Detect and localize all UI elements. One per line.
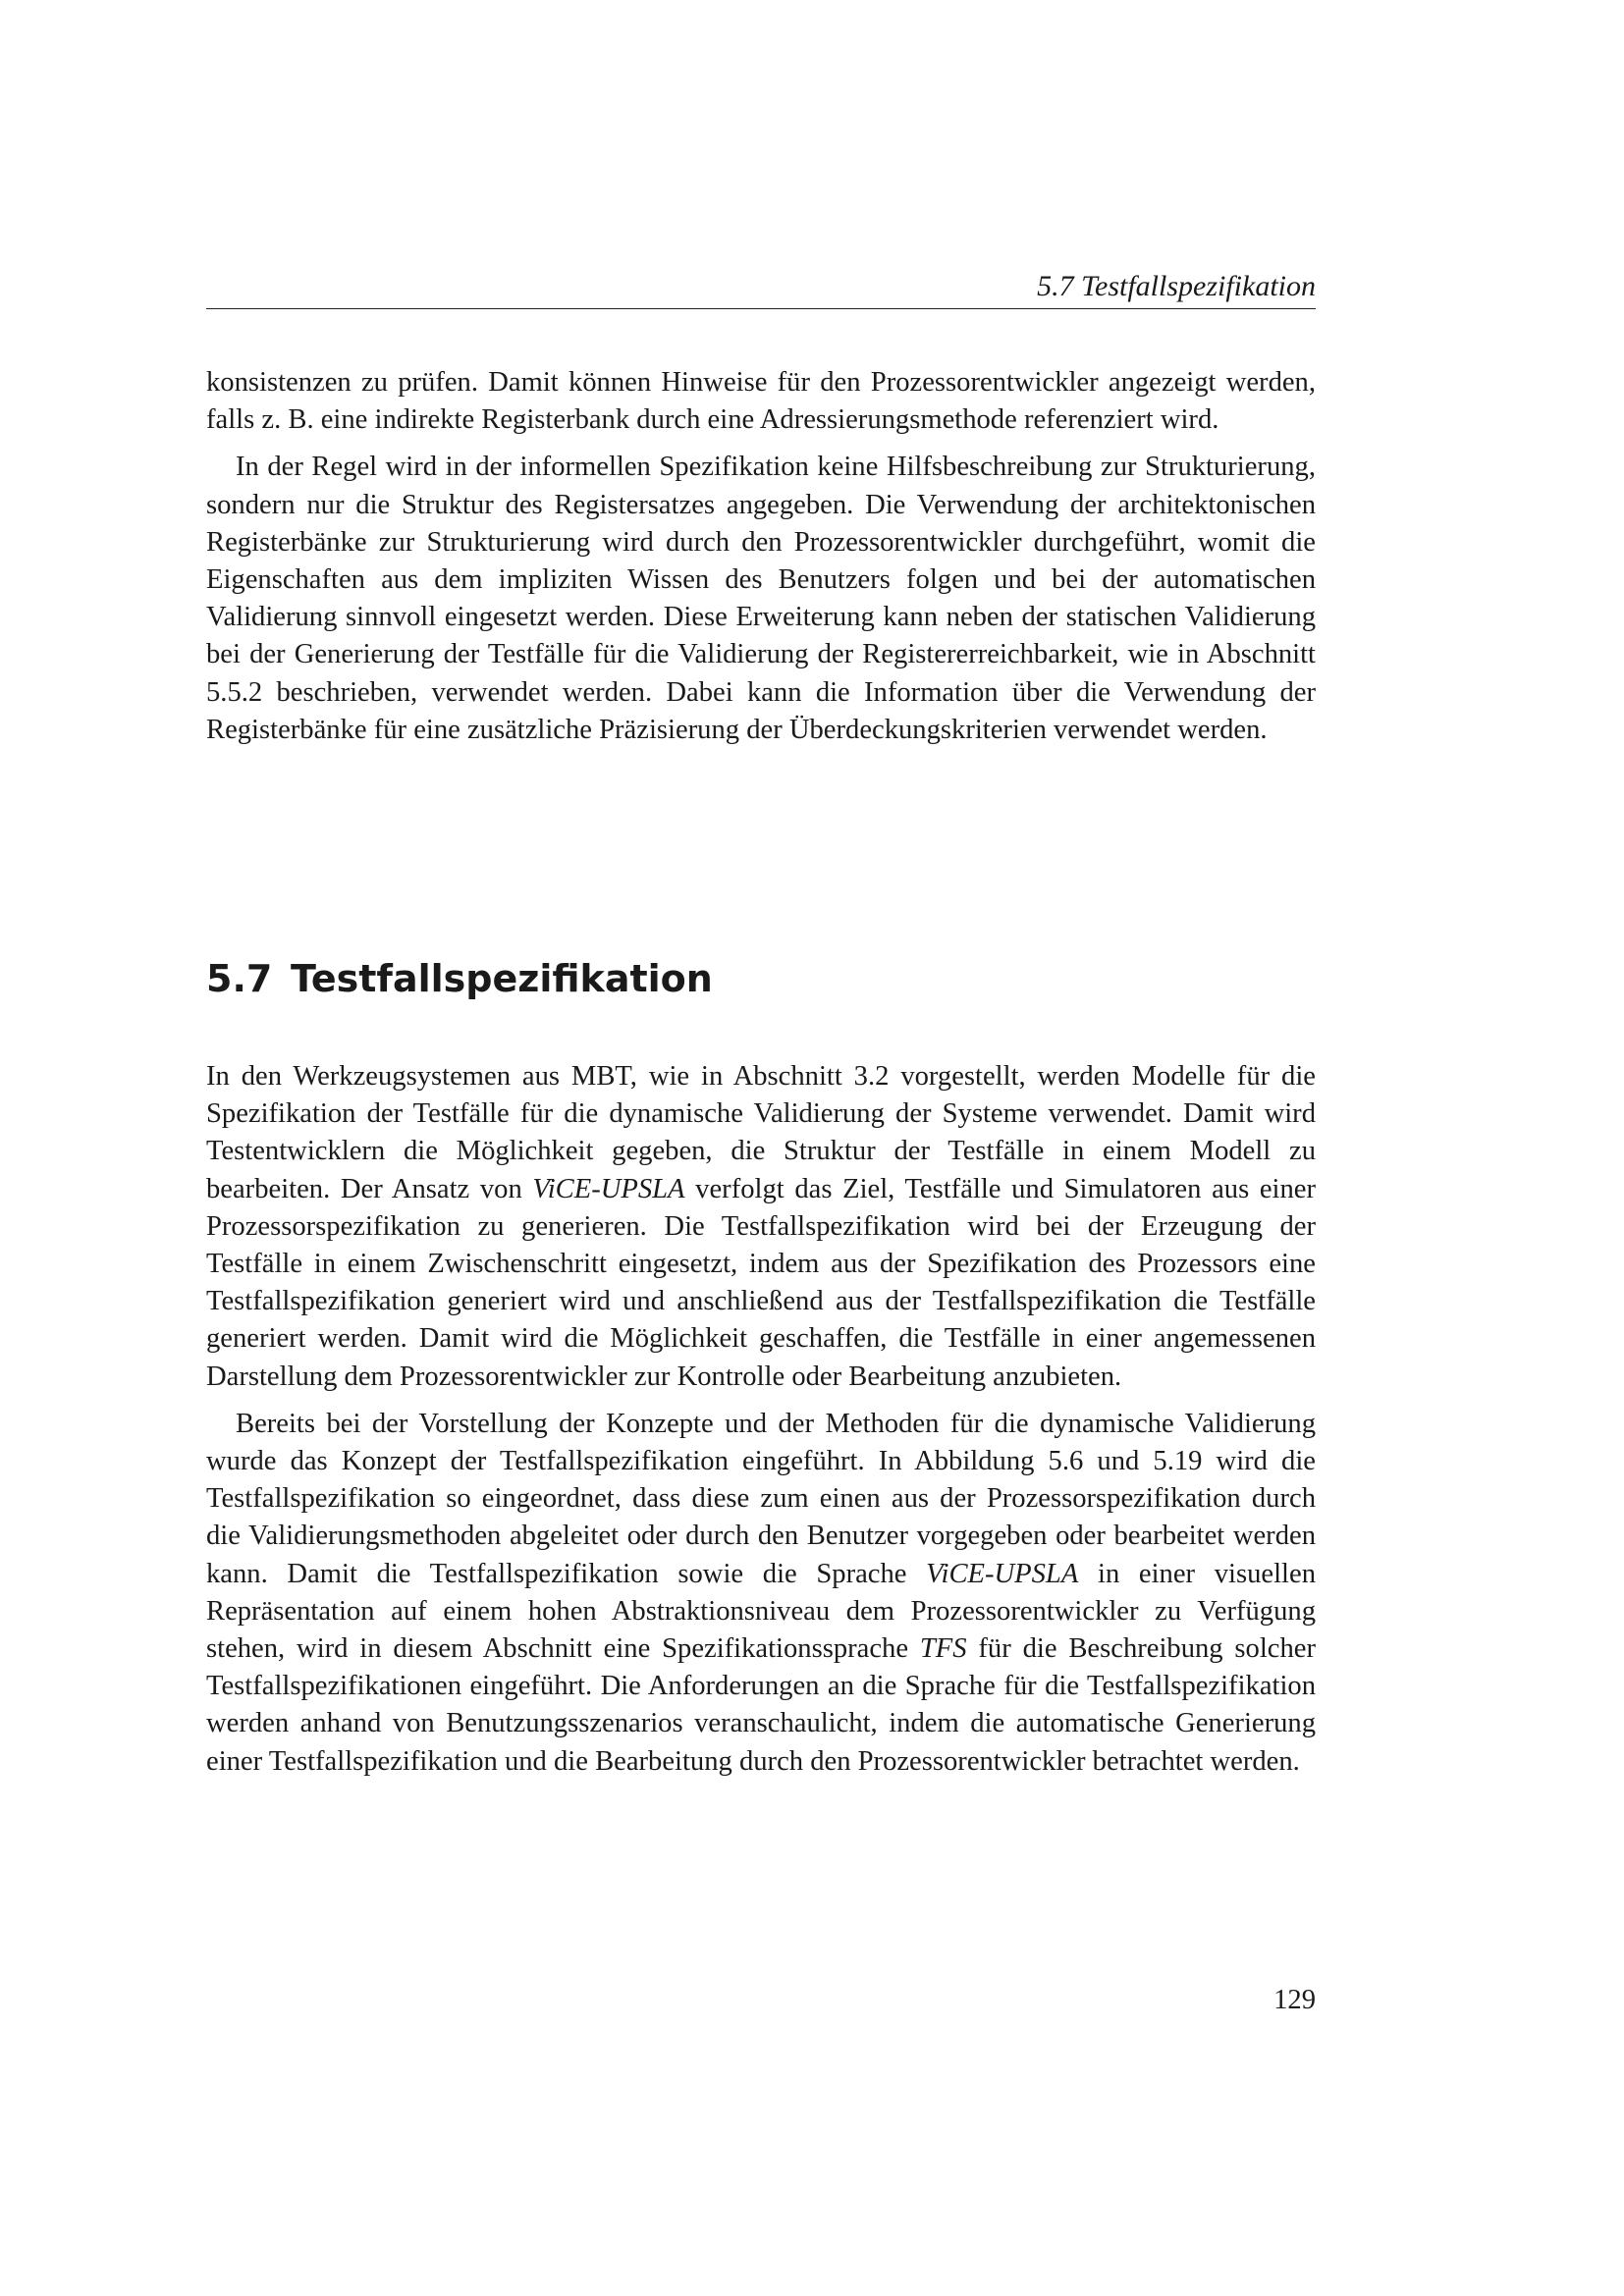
emphasis-vice-upsla: ViCE-UPSLA xyxy=(532,1173,685,1204)
section-heading xyxy=(206,954,1316,1003)
paragraph: In der Regel wird in der informellen Spezifikation keine Hilfsbeschreibung zur Strukturierung, sondern nur die Struktur des Registersatzes angegeben. Die Verwendung der architektonischen Registerbänke zur Strukturierung wird durch den Prozessorentwickler durchgeführt, womit die Eigenschaften aus dem impliziten Wissen des Benutzers folgen und bei der automatischen Validierung sinnvoll eingesetzt werden. Diese Erweiterung kann neben der statischen Validierung bei der Generierung der Testfälle für die Validierung der Registererreichbarkeit, wie in Abschnitt 5.5.2 beschrieben, verwendet werden. Dabei kann die Information über die Verwendung der Registerbänke für eine zusätzliche Präzisierung der Überdeckungskriterien verwendet werden. xyxy=(206,452,1316,745)
text-run: für die Beschreibung solcher Testfallspezifikationen eingeführt. Die Anforderungen an die Sprache für die Testfallspezifikation werden anhand von Benutzungsszenarios veranschaulicht, indem die automatische Generierung einer Testfallspezifikation und die Bearbeitung durch den Prozessorentwickler betrachtet werden. xyxy=(206,1633,1316,1777)
page-number: 129 xyxy=(1273,1985,1316,2015)
section-title: Testfallspezifikation xyxy=(291,957,713,1000)
paragraph: konsistenzen zu prüfen. Damit können Hinweise für den Prozessorentwickler angezeigt werden, falls z. B. eine indirekte Registerbank durch eine Adressierungsmethode referenziert wird. xyxy=(206,367,1316,436)
text-run: in einer visuellen Repräsentation auf einem hohen Abstraktionsniveau dem Prozessorentwickler zu Verfügung stehen, wird in diesem Abschnitt eine Spezifikationssprache xyxy=(206,1558,1316,1665)
section-number: 5.7 xyxy=(206,957,273,1000)
continuation-text xyxy=(206,364,1316,749)
section-body xyxy=(206,1058,1316,1781)
paragraph xyxy=(206,1058,1316,1396)
emphasis-vice-upsla: ViCE-UPSLA xyxy=(926,1558,1079,1589)
emphasis-tfs: TFS xyxy=(919,1633,967,1665)
text-run: In den Werkzeugsystemen aus MBT, wie in Abschnitt 3.2 vorgestellt, werden Modelle für die Spezifikation der Testfälle für die dynamische Validierung der Systeme verwendet. Damit wird Testentwicklern die Möglichkeit gegeben, die Struktur der Testfälle in einem Modell zu bearbeiten. Der Ansatz von xyxy=(206,1061,1316,1204)
header-rule xyxy=(206,308,1316,309)
text-run: verfolgt das Ziel, Testfälle und Simulatoren aus einer Prozessorspezifikation zu generieren. Die Testfallspezifikation wird bei der Erzeugung der Testfälle in einem Zwischenschritt eingesetzt, indem aus der Spezifikation des Prozessors eine Testfallspezifikation generiert wird und anschließend aus der Testfallspezifikation die Testfälle generiert werden. Damit wird die Möglichkeit geschaffen, die Testfälle in einer angemessenen Darstellung dem Prozessorentwickler zur Kontrolle oder Bearbeitung anzubieten. xyxy=(206,1173,1316,1392)
text-run: Bereits bei der Vorstellung der Konzepte und der Methoden für die dynamische Validierung wurde das Konzept der Testfallspezifikation eingeführt. In Abbildung 5.6 und 5.19 wird die Testfallspezifikation so eingeordnet, dass diese zum einen aus der Prozessorspezifikation durch die Validierungsmethoden abgeleitet oder durch den Benutzer vorgegeben oder bearbeitet werden kann. Damit die Testfallspezifikation sowie die Sprache xyxy=(206,1408,1316,1589)
running-header: 5.7 Testfallspezifikation xyxy=(1037,270,1316,302)
paragraph xyxy=(206,1406,1316,1781)
